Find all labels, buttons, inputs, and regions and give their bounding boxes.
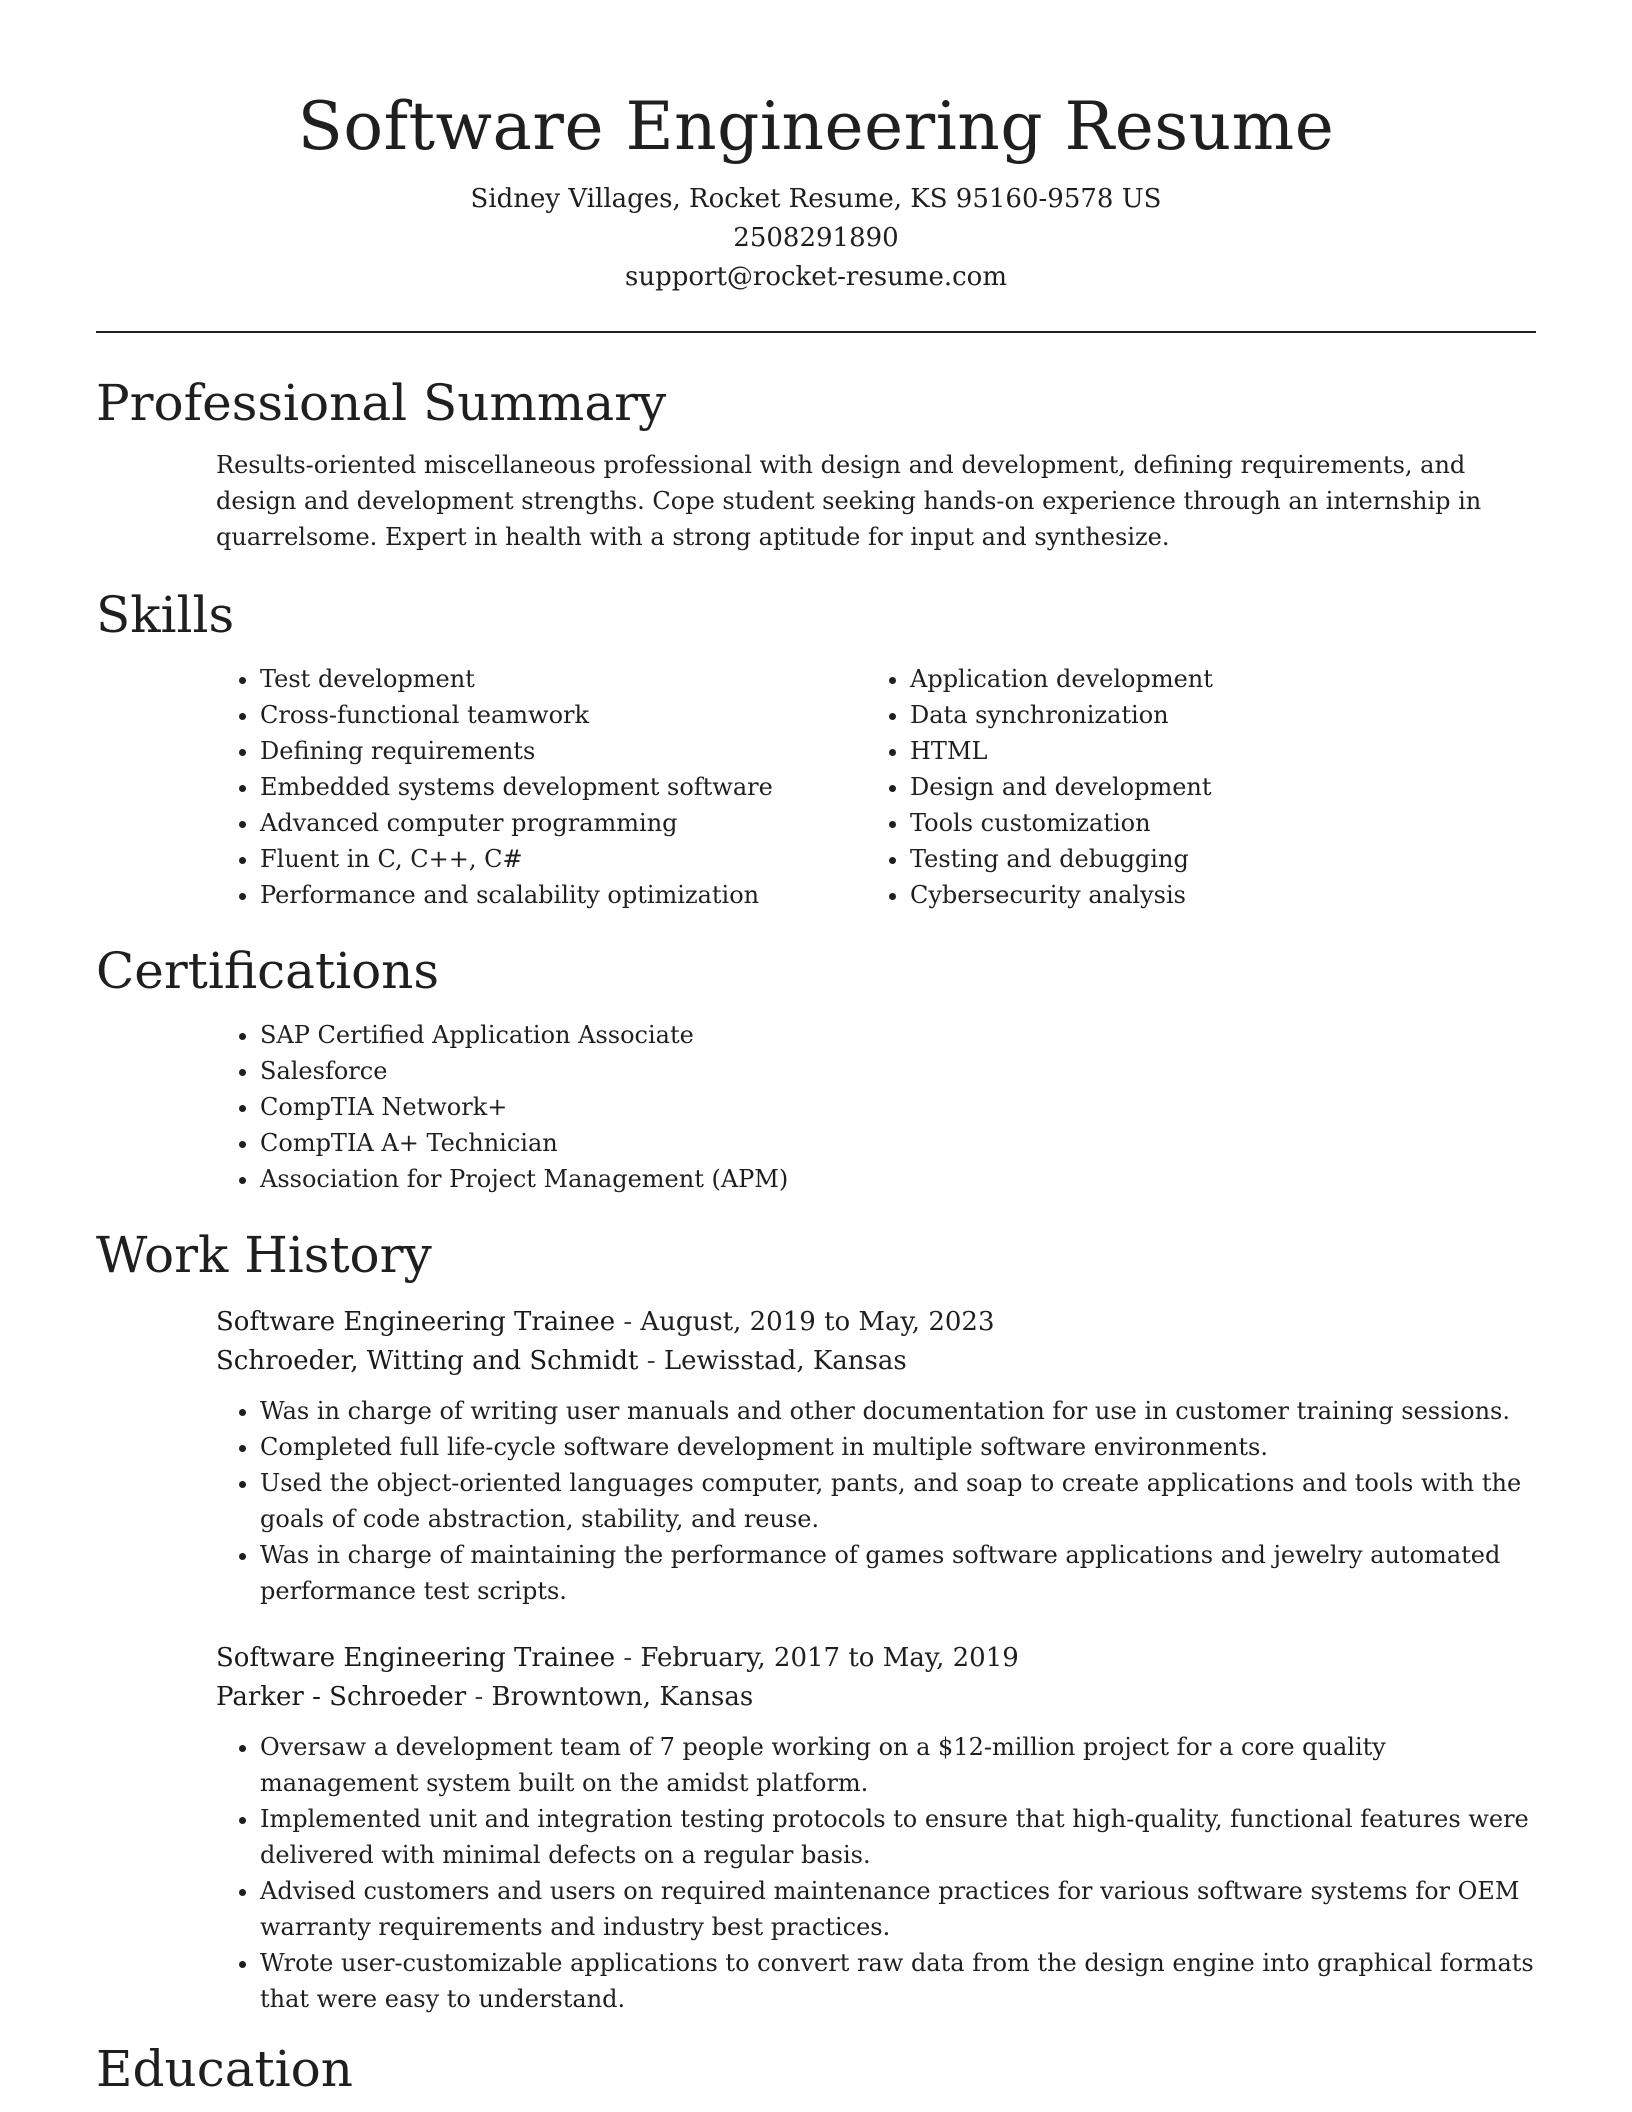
job-separator: - [466,1682,492,1712]
skill-item: • Defining requirements [260,733,866,769]
skill-item: • Embedded systems development software [260,769,866,805]
skill-item: • Advanced computer programming [260,805,866,841]
job-duty: • Wrote user-customizable applications to convert raw data from the design engine into graphical formats that were easy to understand. [260,1945,1536,2017]
job-entry [216,1639,1536,2017]
resume-page [96,0,1536,2101]
contact-phone: 2508291890 [733,223,899,253]
job-separator: - [615,1307,641,1337]
skill-item: • Data synchronization [910,697,1516,733]
job-company-line [216,1678,1536,1717]
summary-heading: Professional Summary [96,374,667,432]
resume-header [96,0,1536,297]
job-role: Software Engineering Trainee [216,1307,616,1337]
header-divider [96,331,1536,333]
certification-item: • SAP Certified Application Associate [260,1017,1536,1053]
certification-item: • Association for Project Management (APM) [260,1161,1536,1197]
job-duty: • Completed full life-cycle software development in multiple software environments. [260,1429,1536,1465]
job-duty: • Oversaw a development team of 7 people working on a $12-million project for a core quality management system built on the amidst platform. [260,1729,1536,1801]
education-heading: Education [96,2040,353,2098]
skill-item: • Performance and scalability optimization [260,877,866,913]
job-separator: - [638,1346,664,1376]
certifications-list [216,1017,1536,1197]
job-duty: • Advised customers and users on required maintenance practices for various software systems for OEM warranty requirements and industry best practices. [260,1873,1536,1945]
certification-item: • CompTIA Network+ [260,1089,1536,1125]
certification-item: • CompTIA A+ Technician [260,1125,1536,1161]
skills-list-right [866,661,1516,913]
job-duties-list [216,1729,1536,2017]
certifications-section [96,939,1536,1197]
work-history-section [96,1223,1536,2017]
contact-address: Sidney Villages, Rocket Resume, KS 95160-9578 US [470,184,1162,214]
skill-item: • Fluent in C, C++, C# [260,841,866,877]
job-dates: August, 2019 to May, 2023 [640,1307,995,1337]
job-title-line [216,1639,1536,1678]
contact-info [96,180,1536,297]
certifications-heading: Certifications [96,942,440,1000]
certification-item: • Salesforce [260,1053,1536,1089]
job-duty: • Implemented unit and integration testing protocols to ensure that high-quality, functional features were delivered with minimal defects on a regular basis. [260,1801,1536,1873]
work-history-heading: Work History [96,1226,432,1284]
job-duty: • Used the object-oriented languages computer, pants, and soap to create applications and tools with the goals of code abstraction, stability, and reuse. [260,1465,1536,1537]
job-location: Browntown, Kansas [491,1682,754,1712]
job-title-line [216,1303,1536,1342]
job-separator: - [615,1643,641,1673]
skill-item: • HTML [910,733,1516,769]
job-company: Parker - Schroeder [216,1682,467,1712]
job-location: Lewisstad, Kansas [663,1346,907,1376]
job-company-line [216,1342,1536,1381]
job-entry [216,1303,1536,1609]
skill-item: • Testing and debugging [910,841,1516,877]
summary-text: Results-oriented miscellaneous professional with design and development, defining requirements, and design and development strengths. Cope student seeking hands-on experience through an internship in quarrelsome. Expert in health with a strong aptitude for input and synthesize. [216,451,1482,551]
skills-list-left [216,661,866,913]
job-dates: February, 2017 to May, 2019 [640,1643,1019,1673]
job-role: Software Engineering Trainee [216,1643,616,1673]
skill-item: • Application development [910,661,1516,697]
skill-item: • Cross-functional teamwork [260,697,866,733]
job-duties-list [216,1393,1536,1609]
skills-section [96,583,1536,913]
skills-heading: Skills [96,586,235,644]
skill-item: • Test development [260,661,866,697]
skills-columns [216,661,1536,913]
skill-item: • Tools customization [910,805,1516,841]
skill-item: • Cybersecurity analysis [910,877,1516,913]
resume-title: Software Engineering Resume [297,88,1335,165]
job-duty: • Was in charge of writing user manuals and other documentation for use in customer training sessions. [260,1393,1536,1429]
summary-section [96,371,1536,555]
job-company: Schroeder, Witting and Schmidt [216,1346,639,1376]
skill-item: • Design and development [910,769,1516,805]
contact-email: support@rocket-resume.com [624,262,1007,292]
job-duty: • Was in charge of maintaining the performance of games software applications and jewelry automated performance test scripts. [260,1537,1536,1609]
education-section [96,2037,1536,2101]
